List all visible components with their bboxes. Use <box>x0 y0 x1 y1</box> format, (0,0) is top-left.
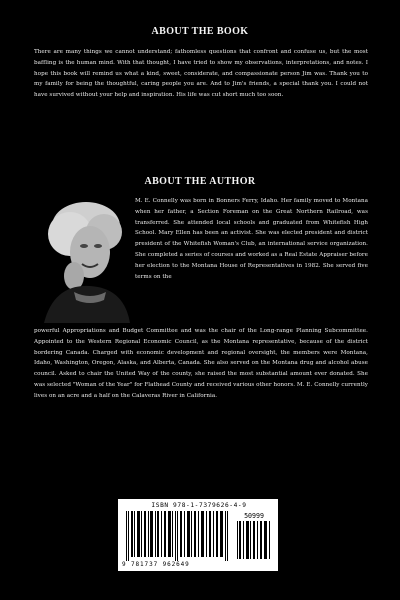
author-portrait-icon <box>34 196 130 323</box>
about-book-text: There are many things we cannot understand; fathomless questions that confront and confuse us, but the most baffling is the human mind. With that thought, I have tried to show my observations, interpretations, and notes. I hope this book will remind us what a kind, sweet, considerate, and compassionate person Jim was. Thank you to my family for being the thoughtful, caring people you are. And to Jim's friends, a special thank you. I could not have survived without your help and inspiration. His life was cut short much too soon. <box>34 49 368 99</box>
price-barcode-bars <box>236 521 272 559</box>
ean-digits: 9 781737 962649 <box>122 561 190 568</box>
about-author-text-full-width: powerful Appropriations and Budget Committee and was the chair of the Long-range Planning Subcommittee. Appointed to the Western Regional Economic Council, as the Montana representative, because of the district bordering Canada. Charged with economic development and regional oversight, the members were Montana, Idaho, Washington, Oregon, Alaska, and Alberta, Canada. She also served on the Montana drug and alcohol abuse council. Asked to chair the United Way of the county, she raised the most substantial amount ever donated. She was selected "Woman of the Year" for Flathead County and received various other honors. M. E. Connelly currently lives on an acre and a half on the Calaveras River in California. <box>34 328 368 399</box>
isbn-barcode <box>118 499 278 571</box>
isbn-label: ISBN 978-1-7379626-4-9 <box>151 502 247 509</box>
barcode-bars <box>124 511 232 561</box>
about-author-heading: ABOUT THE AUTHOR <box>144 176 256 187</box>
about-book-heading: ABOUT THE BOOK <box>151 26 249 37</box>
price-code: 50999 <box>244 512 264 520</box>
about-author-text-beside-photo: M. E. Connelly was born in Bonners Ferry, Idaho. Her family moved to Montana when her father, a Section Foreman on the Great Northern Railroad, was transferred. She attended local schools and graduated from Whitefish High School. Mary Ellen has been an activist. She was elected president and district president of the Whitefish Woman's Club, an international service organization. She completed a series of courses and worked as a Real Estate Appraiser before her election to the Montana House of Representatives in 1982. She served five terms on the <box>135 198 368 280</box>
